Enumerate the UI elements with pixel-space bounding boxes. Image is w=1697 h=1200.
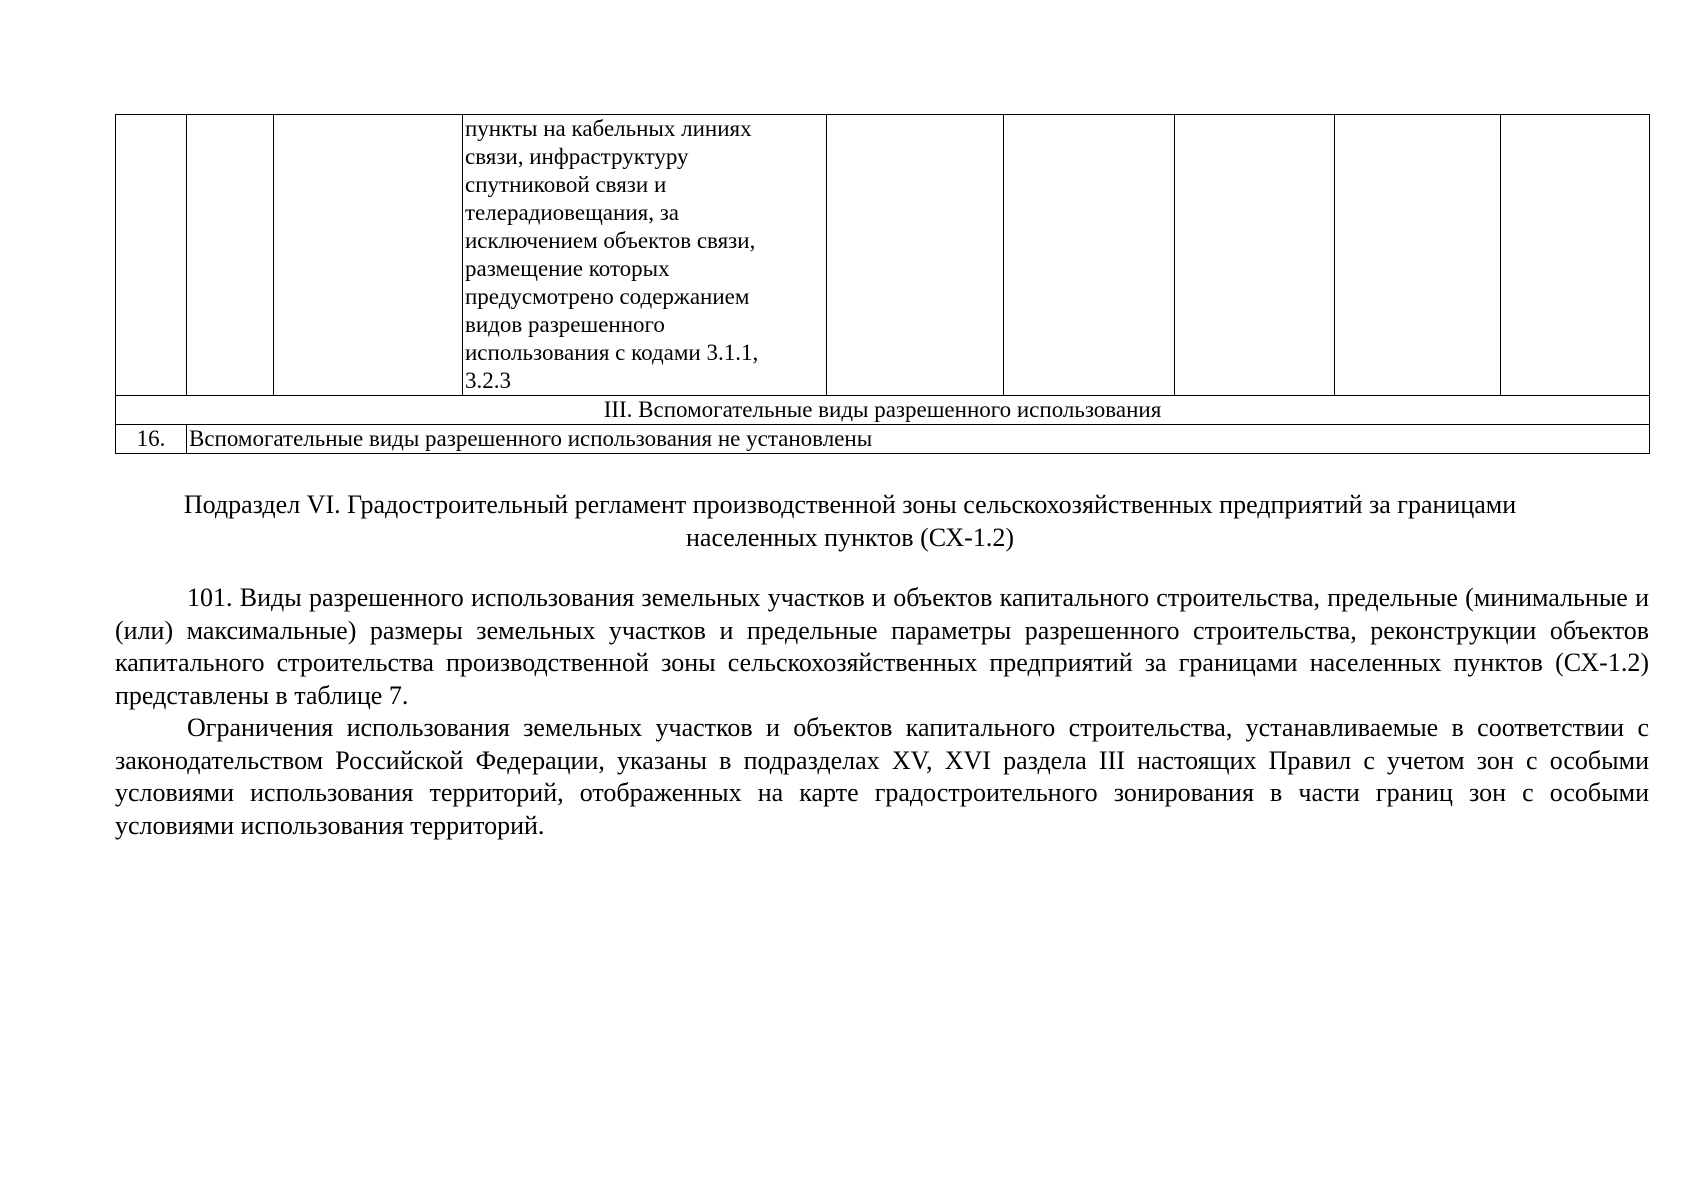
table-cell-empty xyxy=(187,115,274,396)
description-line: предусмотрено содержанием xyxy=(465,284,750,309)
description-line: видов разрешенного xyxy=(465,312,665,337)
paragraph: 101. Виды разрешенного использования земельных участков и объектов капитального строительства, предельные (минимальные и (или) максимальные) размеры земельных участков и предельные параметры разрешенного строительства, реконструкции объектов капитального строительства производственной зоны сельскохозяйственных предприятий за границами населенных пунктов (СХ-1.2) представлены в таблице 7. xyxy=(115,583,1649,710)
description-line: использования с кодами 3.1.1, xyxy=(465,340,759,365)
description-line: спутниковой связи и xyxy=(465,172,667,197)
table-section-row xyxy=(116,396,1650,425)
table-cell-empty xyxy=(1004,115,1175,396)
description-line: 3.2.3 xyxy=(465,368,511,393)
table-cell-empty xyxy=(1175,115,1335,396)
regulation-table xyxy=(115,114,1650,454)
table-cell-empty xyxy=(1335,115,1501,396)
use-description-cell xyxy=(463,115,827,396)
table-cell-empty xyxy=(116,115,187,396)
subsection-title-line: Подраздел VI. Градостроительный регламент производственной зоны сельскохозяйственных предприятий за границами xyxy=(183,490,1517,519)
row-text: Вспомогательные виды разрешенного использования не установлены xyxy=(187,425,1650,454)
table-row xyxy=(116,425,1650,454)
paragraph: Ограничения использования земельных участков и объектов капитального строительства, устанавливаемые в соответствии с законодательством Российской Федерации, указаны в подразделах XV, XVI раздела III настоящих Правил с учетом зон с особыми условиями использования территорий, отображенных на карте градостроительного зонирования в части границ зон с особыми условиями использования территорий. xyxy=(115,713,1649,840)
body-text xyxy=(115,582,1649,842)
row-number: 16. xyxy=(116,425,187,454)
table-cell-empty xyxy=(274,115,463,396)
subsection-title-line: населенных пунктов (СХ-1.2) xyxy=(686,523,1014,552)
description-line: телерадиовещания, за xyxy=(465,200,680,225)
description-line: исключением объектов связи, xyxy=(465,228,756,253)
table-cell-empty xyxy=(827,115,1004,396)
description-line: размещение которых xyxy=(465,256,670,281)
description-line: связи, инфраструктуру xyxy=(465,144,689,169)
table-row xyxy=(116,115,1650,396)
subsection-title xyxy=(150,488,1550,554)
section-heading: III. Вспомогательные виды разрешенного использования xyxy=(116,396,1650,425)
table-cell-empty xyxy=(1501,115,1650,396)
description-line: пункты на кабельных линиях xyxy=(465,116,752,141)
